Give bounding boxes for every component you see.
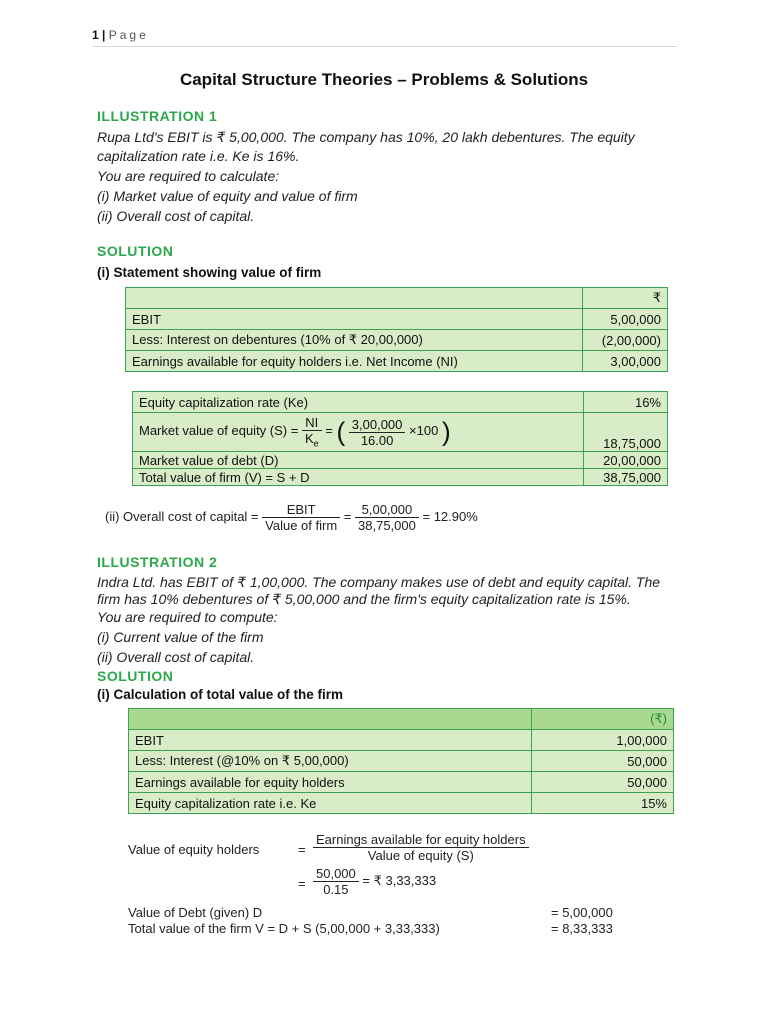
ill2-question-2: (ii) Overall cost of capital. [97, 649, 255, 665]
equity-fraction: $\frac{3,00,000}{16.00}$ [349, 417, 406, 448]
total-value: 38,75,000 [584, 469, 668, 486]
row-label: EBIT [126, 309, 583, 330]
ill1-line2: capitalization rate i.e. Ke is 16%. [97, 148, 300, 164]
row-value: 1,00,000 [532, 730, 674, 751]
currency-cell: ₹ [583, 288, 668, 309]
table-row [129, 751, 674, 772]
sol2-subheading-i: (i) Calculation of total value of the firm [97, 687, 344, 702]
market-value-table [132, 391, 668, 486]
ill2-line3: You are required to compute: [97, 609, 278, 625]
table-row [133, 392, 668, 413]
table-row [133, 469, 668, 486]
total-label: Total value of firm (V) = S + D [133, 469, 584, 486]
table-row [126, 351, 668, 372]
page-word: Page [108, 28, 149, 42]
ill1-question-1: (i) Market value of equity and value of firm [97, 188, 358, 204]
row-value: 15% [532, 793, 674, 814]
header-separator: | [102, 28, 106, 42]
debt-line: Value of Debt (given) D [128, 905, 263, 920]
table-row [129, 793, 674, 814]
ill2-question-1: (i) Current value of the firm [97, 629, 264, 645]
voe-fraction: $\frac{\text{Earnings available for equity holders}}{\text{Value of equity (S)}}$ [313, 832, 529, 863]
solution-1-heading: SOLUTION [97, 243, 174, 259]
ni-over-ke: $\frac{NI}{K_e}$ [302, 415, 322, 449]
voe-numeric: $\frac{50,000}{0.15}$ = ₹ 3,33,333 [313, 866, 436, 897]
total-line: Total value of the firm V = D + S (5,00,000 + 3,33,333) [128, 921, 440, 936]
row-label: Less: Interest (@10% on ₹ 5,00,000) [129, 751, 532, 772]
ill1-line1: Rupa Ltd's EBIT is ₹ 5,00,000. The company has 10%, 20 lakh debentures. The equity [97, 129, 635, 145]
currency-cell: (₹) [532, 709, 674, 730]
table-row [129, 772, 674, 793]
row-label: Equity capitalization rate i.e. Ke [129, 793, 532, 814]
row-value: 3,00,000 [583, 351, 668, 372]
page-number: 1 [92, 28, 99, 42]
row-label: Less: Interest on debentures (10% of ₹ 20,00,000) [126, 330, 583, 351]
debt-line-value: = 5,00,000 [551, 905, 613, 920]
overall-cost-result: = 12.90% [422, 508, 478, 524]
ke-label: Equity capitalization rate (Ke) [133, 392, 584, 413]
voe-result: = ₹ 3,33,333 [362, 872, 437, 888]
row-label: Earnings available for equity holders i.e. Net Income (NI) [126, 351, 583, 372]
row-label: Earnings available for equity holders [129, 772, 532, 793]
debt-label: Market value of debt (D) [133, 452, 584, 469]
solution-2-heading: SOLUTION [97, 668, 174, 684]
overall-cost-label: (ii) Overall cost of capital = [105, 508, 259, 524]
sol1-subheading-i: (i) Statement showing value of firm [97, 265, 322, 280]
value-of-firm-table [125, 287, 668, 372]
illustration-1-heading: ILLUSTRATION 1 [97, 108, 218, 124]
ill2-line1: Indra Ltd. has EBIT of ₹ 1,00,000. The company makes use of debt and equity capital. The [97, 574, 661, 590]
ill2-line2: firm has 10% debentures of ₹ 5,00,000 and the firm's equity capitalization rate is 15%. [97, 591, 631, 607]
row-value: (2,00,000) [583, 330, 668, 351]
ke-value: 16% [584, 392, 668, 413]
table-row [129, 730, 674, 751]
paren-open: ( [336, 416, 346, 447]
paren-close: ) [441, 416, 451, 447]
ill1-line3: You are required to calculate: [97, 168, 280, 184]
row-label: EBIT [129, 730, 532, 751]
ebit-fraction: $\frac{\text{EBIT}}{\text{Value of firm}}$ [262, 502, 340, 533]
mv-label: Market value of equity (S) = [139, 423, 299, 439]
table-row [133, 413, 668, 452]
overall-cost-formula: (ii) Overall cost of capital = $\frac{\text{EBIT}}{\text{Value of firm}}$ = $\frac{5,00,000}{38,75,000}$ = 12.90% [105, 502, 478, 533]
total-line-value: = 8,33,333 [551, 921, 613, 936]
table-row [133, 452, 668, 469]
market-value-equity-cell: Market value of equity (S) = $\frac{NI}{K_e}$ = ( $\frac{3,00,000}{16.00}$ ×100 ) [133, 413, 584, 452]
table-header-row [129, 709, 674, 730]
total-value-table [128, 708, 674, 814]
debt-value: 20,00,000 [584, 452, 668, 469]
table-header-row [126, 288, 668, 309]
row-value: 5,00,000 [583, 309, 668, 330]
table-row [126, 330, 668, 351]
mv-value: 18,75,000 [584, 413, 668, 452]
row-value: 50,000 [532, 751, 674, 772]
illustration-2-heading: ILLUSTRATION 2 [97, 554, 218, 570]
document-title: Capital Structure Theories – Problems & Solutions [179, 70, 589, 89]
ill1-question-2: (ii) Overall cost of capital. [97, 208, 255, 224]
row-value: 50,000 [532, 772, 674, 793]
times-100: ×100 [409, 423, 439, 439]
value-fraction: $\frac{5,00,000}{38,75,000}$ [355, 502, 419, 533]
page-header [92, 28, 677, 47]
table-row [126, 309, 668, 330]
voe-label: Value of equity holders [128, 842, 260, 857]
